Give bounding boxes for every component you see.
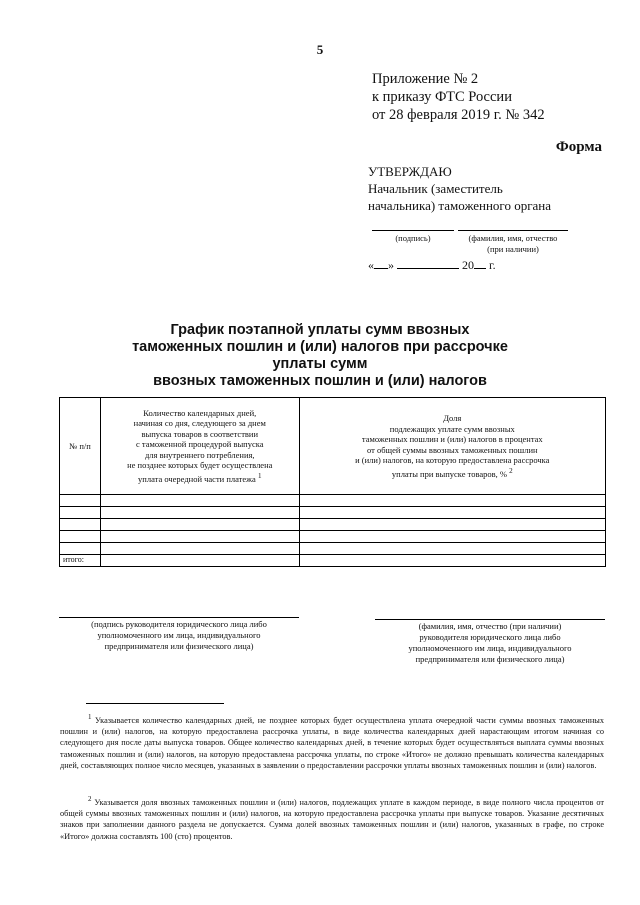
table-total-row: [60, 555, 606, 567]
table-cell[interactable]: [299, 495, 605, 507]
applicant-caption-line-1: (подпись руководителя юридического лица либо: [91, 619, 267, 629]
approval-heading: УТВЕРЖДАЮ: [368, 164, 452, 179]
header-share-line-3: таможенных пошлин и (или) налогов в процентах: [361, 434, 543, 445]
name-caption-line-2: руководителя юридического лица либо: [419, 632, 561, 642]
header-share-line-4: от общей суммы ввозных таможенных пошлин: [367, 444, 538, 455]
date-day-blank: [374, 258, 388, 269]
approval-line-1: Начальник (заместитель: [368, 181, 503, 196]
applicant-name-line: [375, 619, 605, 620]
name-caption-line-4: предпринимателя или физического лица): [415, 654, 565, 664]
header-days-line-4: с таможенной процедурой выпуска: [135, 439, 264, 450]
applicant-caption-line-3: предпринимателя или физического лица): [104, 641, 254, 651]
header-days-count: [100, 398, 299, 495]
table-cell[interactable]: [100, 507, 299, 519]
document-title: [120, 322, 520, 390]
applicant-caption-line-2: уполномоченного им лица, индивидуального: [97, 630, 261, 640]
appendix-line-3: от 28 февраля 2019 г. № 342: [372, 107, 545, 123]
date-year-prefix: 20: [462, 258, 474, 272]
date-open-quote: «: [368, 258, 374, 272]
table-cell[interactable]: [299, 507, 605, 519]
payment-schedule-table: [59, 397, 606, 567]
table-cell[interactable]: [299, 531, 605, 543]
approval-signature-caption: (подпись): [395, 233, 431, 243]
date-close-quote: »: [388, 258, 394, 272]
table-cell[interactable]: [60, 531, 101, 543]
approval-line-2: начальника) таможенного органа: [368, 198, 552, 213]
header-days-line-6: не позднее которых будет осуществлена: [127, 460, 273, 471]
header-days-line-2: начиная со дня, следующего за днем: [133, 418, 266, 429]
approval-block: [368, 163, 551, 214]
footnote-2-text: Указывается доля ввозных таможенных пошлин и (или) налогов, подлежащих уплате в каждом периоде, в виде полного числа процентов от общей суммы ввозных таможенных пошлин и (или) налогов, на которую предоставлена рассрочка уплаты при выпуске товаров. Указание десятичных знаков при заполнении данного раздела не допускается. Сумма долей ввозных таможенных пошлин и (или) налогов, указанных в графе, по строке «Итого» должна составлять 100 (сто) процентов.: [60, 797, 604, 841]
table-cell[interactable]: [100, 495, 299, 507]
footnote-1-text: Указывается количество календарных дней, не позднее которых будет осуществлена уплата очередной части суммы ввозных таможенных пошлин и (или) налогов, на которую предоставлена рассрочка уплаты, в виде количества календарных дней нарастающим итогом начиная со следующего дня после даты выпуска товаров. Общее количество календарных дней, в течение которых будет осуществляться выплата суммы ввозных таможенных пошлин и (или) налогов, на которую предоставлена рассрочка уплаты, по строке «Итого» не должно превышать количества календарных дней, составляющих полное число месяцев, указанных в заявлении о предоставлении рассрочки уплаты ввозных таможенных пошлин и (или) налогов.: [60, 715, 604, 770]
header-days-line-7-text: уплата очередной части платежа: [138, 473, 256, 484]
table-row: [60, 543, 606, 555]
date-year-blank: [474, 258, 486, 269]
table-cell[interactable]: [60, 495, 101, 507]
footnote-2-mark: 2: [88, 795, 92, 803]
total-share-cell[interactable]: [299, 555, 605, 567]
approval-date: [368, 258, 496, 273]
table-cell[interactable]: [60, 519, 101, 531]
table-row: [60, 531, 606, 543]
table-cell[interactable]: [100, 519, 299, 531]
applicant-name-caption: [375, 621, 605, 665]
applicant-signature-caption: [59, 619, 299, 652]
appendix-line-2: к приказу ФТС России: [372, 89, 512, 105]
header-days-line-7: [109, 471, 291, 484]
appendix-line-1: Приложение № 2: [372, 71, 479, 87]
title-line-3: ввозных таможенных пошлин и (или) налогов: [153, 373, 487, 389]
approval-name-caption: [458, 233, 568, 255]
header-share-percent: [299, 398, 605, 495]
date-year-suffix: г.: [489, 258, 496, 272]
date-month-blank: [397, 258, 459, 269]
header-share-line-1: Доля: [443, 413, 462, 424]
table-cell[interactable]: [299, 543, 605, 555]
approval-name-caption-line-1: (фамилия, имя, отчество: [468, 233, 558, 243]
total-label: итого:: [60, 555, 101, 567]
page-number: 5: [316, 42, 324, 57]
header-share-line-6: [320, 466, 585, 479]
approval-name-line: [458, 230, 568, 231]
footnote-2: [60, 794, 604, 842]
header-days-line-3: выпуска товаров в соответствии: [141, 428, 259, 439]
footnote-separator: [86, 703, 224, 704]
name-caption-line-3: уполномоченного им лица, индивидуального: [408, 643, 572, 653]
name-caption-line-1: (фамилия, имя, отчество (при наличии): [418, 621, 562, 631]
approval-name-caption-line-2: (при наличии): [487, 244, 539, 254]
footnote-1: [60, 712, 604, 771]
appendix-reference: [372, 70, 545, 124]
header-share-line-6-text: уплаты при выпуске товаров, %: [391, 468, 507, 479]
header-share-line-2: подлежащих уплате сумм ввозных: [389, 423, 515, 434]
table-header-row: [60, 398, 606, 495]
approval-signature-line: [372, 230, 454, 231]
total-days-cell[interactable]: [100, 555, 299, 567]
table-row: [60, 495, 606, 507]
title-line-1: График поэтапной уплаты сумм ввозных: [170, 322, 470, 338]
header-days-line-5: для внутреннего потребления,: [144, 449, 255, 460]
applicant-signature-line: [59, 617, 299, 618]
table-cell[interactable]: [100, 531, 299, 543]
table-cell[interactable]: [100, 543, 299, 555]
table-row: [60, 507, 606, 519]
header-share-line-5: и (или) налогов, на которую предоставлена рассрочка: [355, 455, 550, 466]
table-cell[interactable]: [60, 507, 101, 519]
form-label: Форма: [555, 139, 602, 155]
table-cell[interactable]: [299, 519, 605, 531]
header-row-number: № п/п: [60, 398, 101, 495]
footnote-ref-2: 2: [509, 466, 513, 475]
footnote-ref-1: 1: [257, 471, 262, 480]
title-line-2: таможенных пошлин и (или) налогов при рассрочке уплаты сумм: [132, 339, 508, 372]
footnote-1-mark: 1: [88, 713, 92, 721]
header-days-line-1: Количество календарных дней,: [143, 407, 257, 418]
table-cell[interactable]: [60, 543, 101, 555]
table-row: [60, 519, 606, 531]
